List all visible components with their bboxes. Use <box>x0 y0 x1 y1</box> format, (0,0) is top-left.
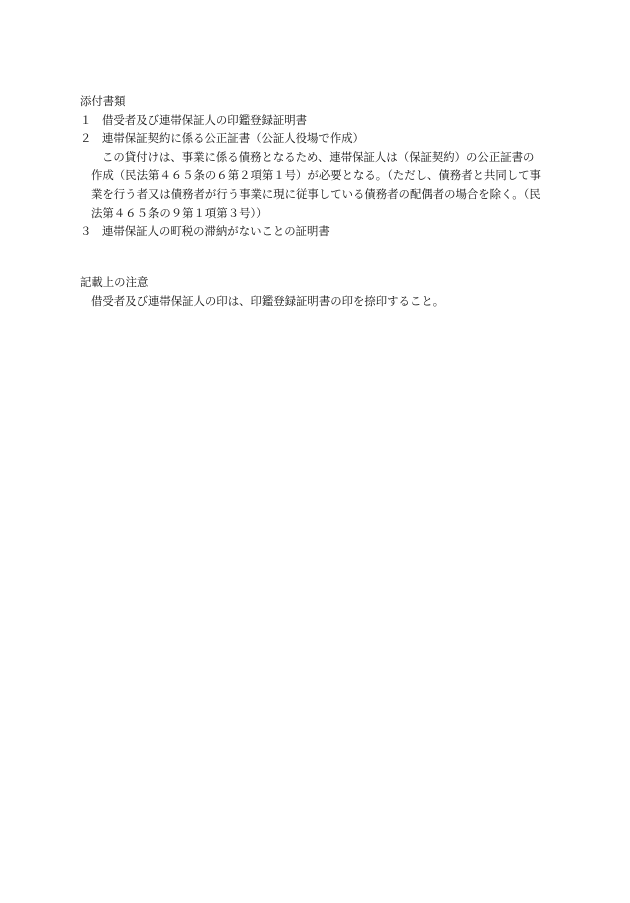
attachment-item-text: 借受者及び連帯保証人の印鑑登録証明書 <box>102 112 308 127</box>
attachment-item-number: １ <box>80 112 92 127</box>
notes-text: 借受者及び連帯保証人の印は、印鑑登録証明書の印を捺印すること。 <box>91 293 445 308</box>
guarantee-note-line: この貸付けは、事業に係る債務となるため、連帯保証人は（保証契約）の公正証書の <box>102 149 535 164</box>
attachment-item-number: ３ <box>80 224 92 239</box>
attachments-heading: 添付書類 <box>80 94 126 108</box>
guarantee-note-line: 作成（民法第４６５条の６第２項第１号）が必要となる。（ただし、債務者と共同して事 <box>91 168 541 183</box>
attachment-item-text: 連帯保証契約に係る公正証書（公証人役場で作成） <box>102 131 364 146</box>
guarantee-note-line: 法第４６５条の９第１項第３号）） <box>91 205 268 220</box>
attachment-item-text: 連帯保証人の町税の滞納がないことの証明書 <box>102 224 330 239</box>
attachment-item-2 <box>80 129 560 148</box>
notes-heading: 記載上の注意 <box>80 275 149 289</box>
attachment-item-1 <box>80 111 560 130</box>
attachment-item-number: ２ <box>80 131 92 146</box>
guarantee-note-line: 業を行う者又は債務者が行う事業に現に従事している債務者の配偶者の場合を除く。（民 <box>91 186 541 201</box>
attachment-item-3 <box>80 222 560 241</box>
attachments-section <box>80 92 560 241</box>
notes-section <box>80 273 560 310</box>
guarantee-note-paragraph <box>91 148 561 222</box>
